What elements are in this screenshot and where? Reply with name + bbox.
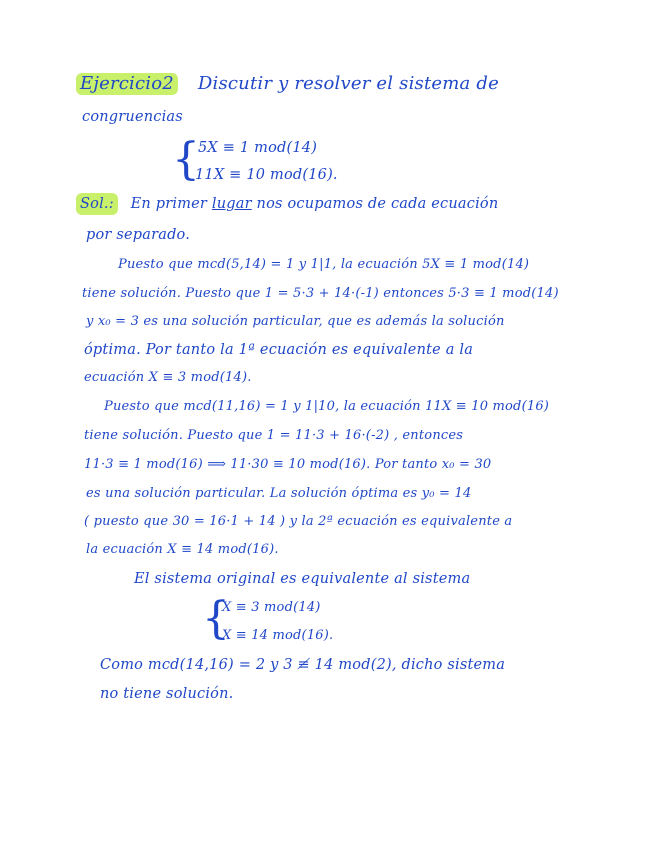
system2-equation-2: X ≡ 14 mod(16). <box>222 628 334 643</box>
exercise-title: Discutir y resolver el sistema de <box>197 73 499 94</box>
solution-line-14: El sistema original es equivalente al sistema <box>134 571 471 587</box>
system1-brace: { <box>172 134 200 185</box>
solution-line-6: óptima. Por tanto la 1ª ecuación es equivalente a la <box>84 342 474 358</box>
conclusion-line-2: no tiene solución. <box>100 686 234 702</box>
solution-line-3: Puesto que mcd(5,14) = 1 y 1|1, la ecuación 5X ≡ 1 mod(14) <box>118 257 530 272</box>
solution-line-4: tiene solución. Puesto que 1 = 5·3 + 14·(-1) entonces 5·3 ≡ 1 mod(14) <box>82 286 559 301</box>
system1-equation-1: 5X ≡ 1 mod(14) <box>198 140 318 156</box>
exercise-label: Ejercicio2 <box>76 73 178 95</box>
exercise-title-continued: congruencias <box>82 109 183 125</box>
solution-line-13: la ecuación X ≡ 14 mod(16). <box>86 542 279 557</box>
solution-text-1a: En primer <box>130 196 212 212</box>
solution-line-2: por separado. <box>86 227 191 243</box>
solution-line-11: es una solución particular. La solución óptima es y₀ = 14 <box>86 486 472 501</box>
solution-text-1b: nos ocupamos de cada ecuación <box>251 196 499 212</box>
conclusion-line-1: Como mcd(14,16) = 2 y 3 ≢ 14 mod(2), dicho sistema <box>100 657 506 673</box>
system2-brace: { <box>202 593 230 644</box>
solution-line-8: Puesto que mcd(11,16) = 1 y 1|10, la ecuación 11X ≡ 10 mod(16) <box>104 399 550 414</box>
solution-line-9: tiene solución. Puesto que 1 = 11·3 + 16·(-2) , entonces <box>84 428 464 443</box>
system2-equation-1: X ≡ 3 mod(14) <box>222 600 321 615</box>
exercise-header <box>76 73 499 95</box>
solution-line-7: ecuación X ≡ 3 mod(14). <box>84 370 252 385</box>
solution-line-5: y x₀ = 3 es una solución particular, que es además la solución <box>86 314 505 329</box>
solution-line-1 <box>76 193 498 215</box>
solution-label: Sol.: <box>76 193 118 215</box>
system1-equation-2: 11X ≡ 10 mod(16). <box>195 167 338 183</box>
solution-text-1-underlined: lugar <box>211 196 252 212</box>
solution-line-10: 11·3 ≡ 1 mod(16) ⟹ 11·30 ≡ 10 mod(16). Por tanto x₀ = 30 <box>84 457 492 472</box>
solution-line-12: ( puesto que 30 = 16·1 + 14 ) y la 2ª ecuación es equivalente a <box>84 514 513 529</box>
